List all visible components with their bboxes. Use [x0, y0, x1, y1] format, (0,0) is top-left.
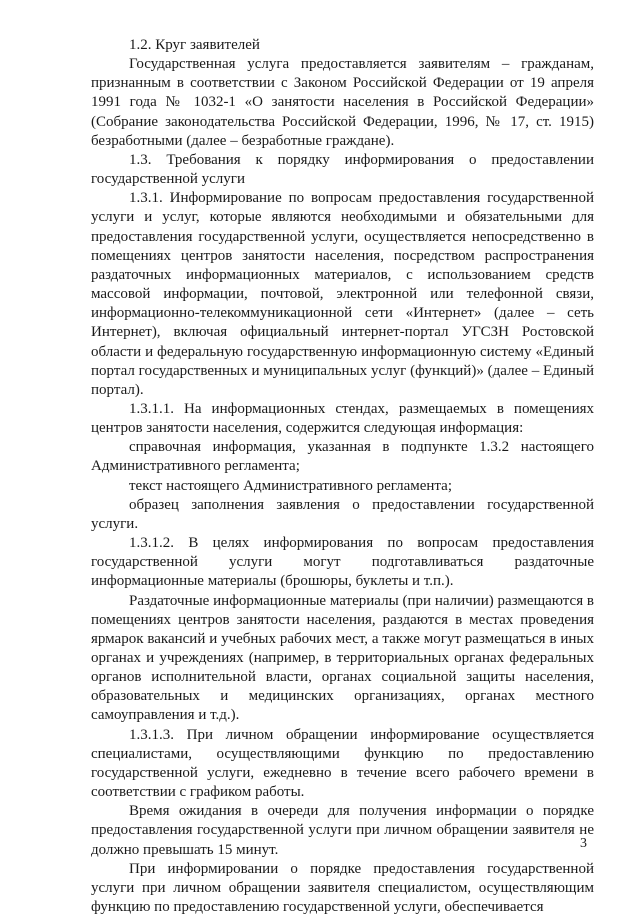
- paragraph-handout-materials: Раздаточные информационные материалы (при наличии) размещаются в помещениях центров занятости населения, раздаются в местах проведения ярмарок вакансий и учебных рабочих мест, а также могут размещаться в иных органах и учреждениях (например, в территориальных органах федеральных органов исполнительной власти, органах социальной защиты населения, образовательных и медицинских организациях, органах местного самоуправления и т.д.).: [91, 592, 594, 724]
- section-heading-informing: 1.3. Требования к порядку информирования о предоставлении государственной услуги: [91, 151, 594, 188]
- list-item-application-sample: образец заполнения заявления о предоставлении государственной услуги.: [91, 496, 594, 532]
- paragraph-1-3-1-1: 1.3.1.1. На информационных стендах, размещаемых в помещениях центров занятости населения, содержится следующая информация:: [91, 400, 594, 437]
- section-heading-applicants: 1.2. Круг заявителей: [129, 37, 260, 53]
- document-body: [91, 36, 594, 917]
- list-item-reference-info: справочная информация, указанная в подпункте 1.3.2 настоящего Административного регламента;: [91, 439, 594, 475]
- paragraph-applicants: Государственная услуга предоставляется заявителям – гражданам, признанным в соответствии с Законом Российской Федерации от 19 апреля 1991 года № 1032-1 «О занятости населения в Российской Федерации» (Собрание законодательства Российской Федерации, 1996, № 17, ст. 1915) безработными (далее – безработные граждане).: [91, 56, 594, 149]
- list-item-regulation-text: текст настоящего Административного регламента;: [129, 477, 452, 494]
- paragraph-personal-informing: При информировании о порядке предоставления государственной услуги при личном обращении заявителя специалистом, осуществляющим функцию по предоставлению государственной услуги, обеспечивается: [91, 860, 594, 916]
- paragraph-1-3-1: 1.3.1. Информирование по вопросам предоставления государственной услуги и услуг, которые являются необходимыми и обязательными для предоставления государственной услуги, осуществляется непосредственно в помещениях центров занятости населения, посредством распространения раздаточных информационных материалов, с использованием средств массовой информации, почтовой, электронной или телефонной связи, информационно-телекоммуникационной сети «Интернет» (далее – сеть Интернет), включая официальный интернет-портал УГСЗН Ростовской области и федеральную государственную информационную систему «Единый портал государственных и муниципальных услуг (функций)» (далее – Единый портал).: [91, 190, 594, 398]
- paragraph-1-3-1-3: 1.3.1.3. При личном обращении информирование осуществляется специалистами, осуществляющими функцию по предоставлению государственной услуги, ежедневно в течение всего рабочего времени в соответствии с графиком работы.: [91, 726, 594, 801]
- paragraph-1-3-1-2: 1.3.1.2. В целях информирования по вопросам предоставления государственной услуги могут подготавливаться раздаточные информационные материалы (брошюры, буклеты и т.п.).: [91, 535, 594, 590]
- page-number: 3: [580, 836, 587, 851]
- paragraph-waiting-time: Время ожидания в очереди для получения информации о порядке предоставления государственной услуги при личном обращении заявителя не должно превышать 15 минут.: [91, 803, 594, 858]
